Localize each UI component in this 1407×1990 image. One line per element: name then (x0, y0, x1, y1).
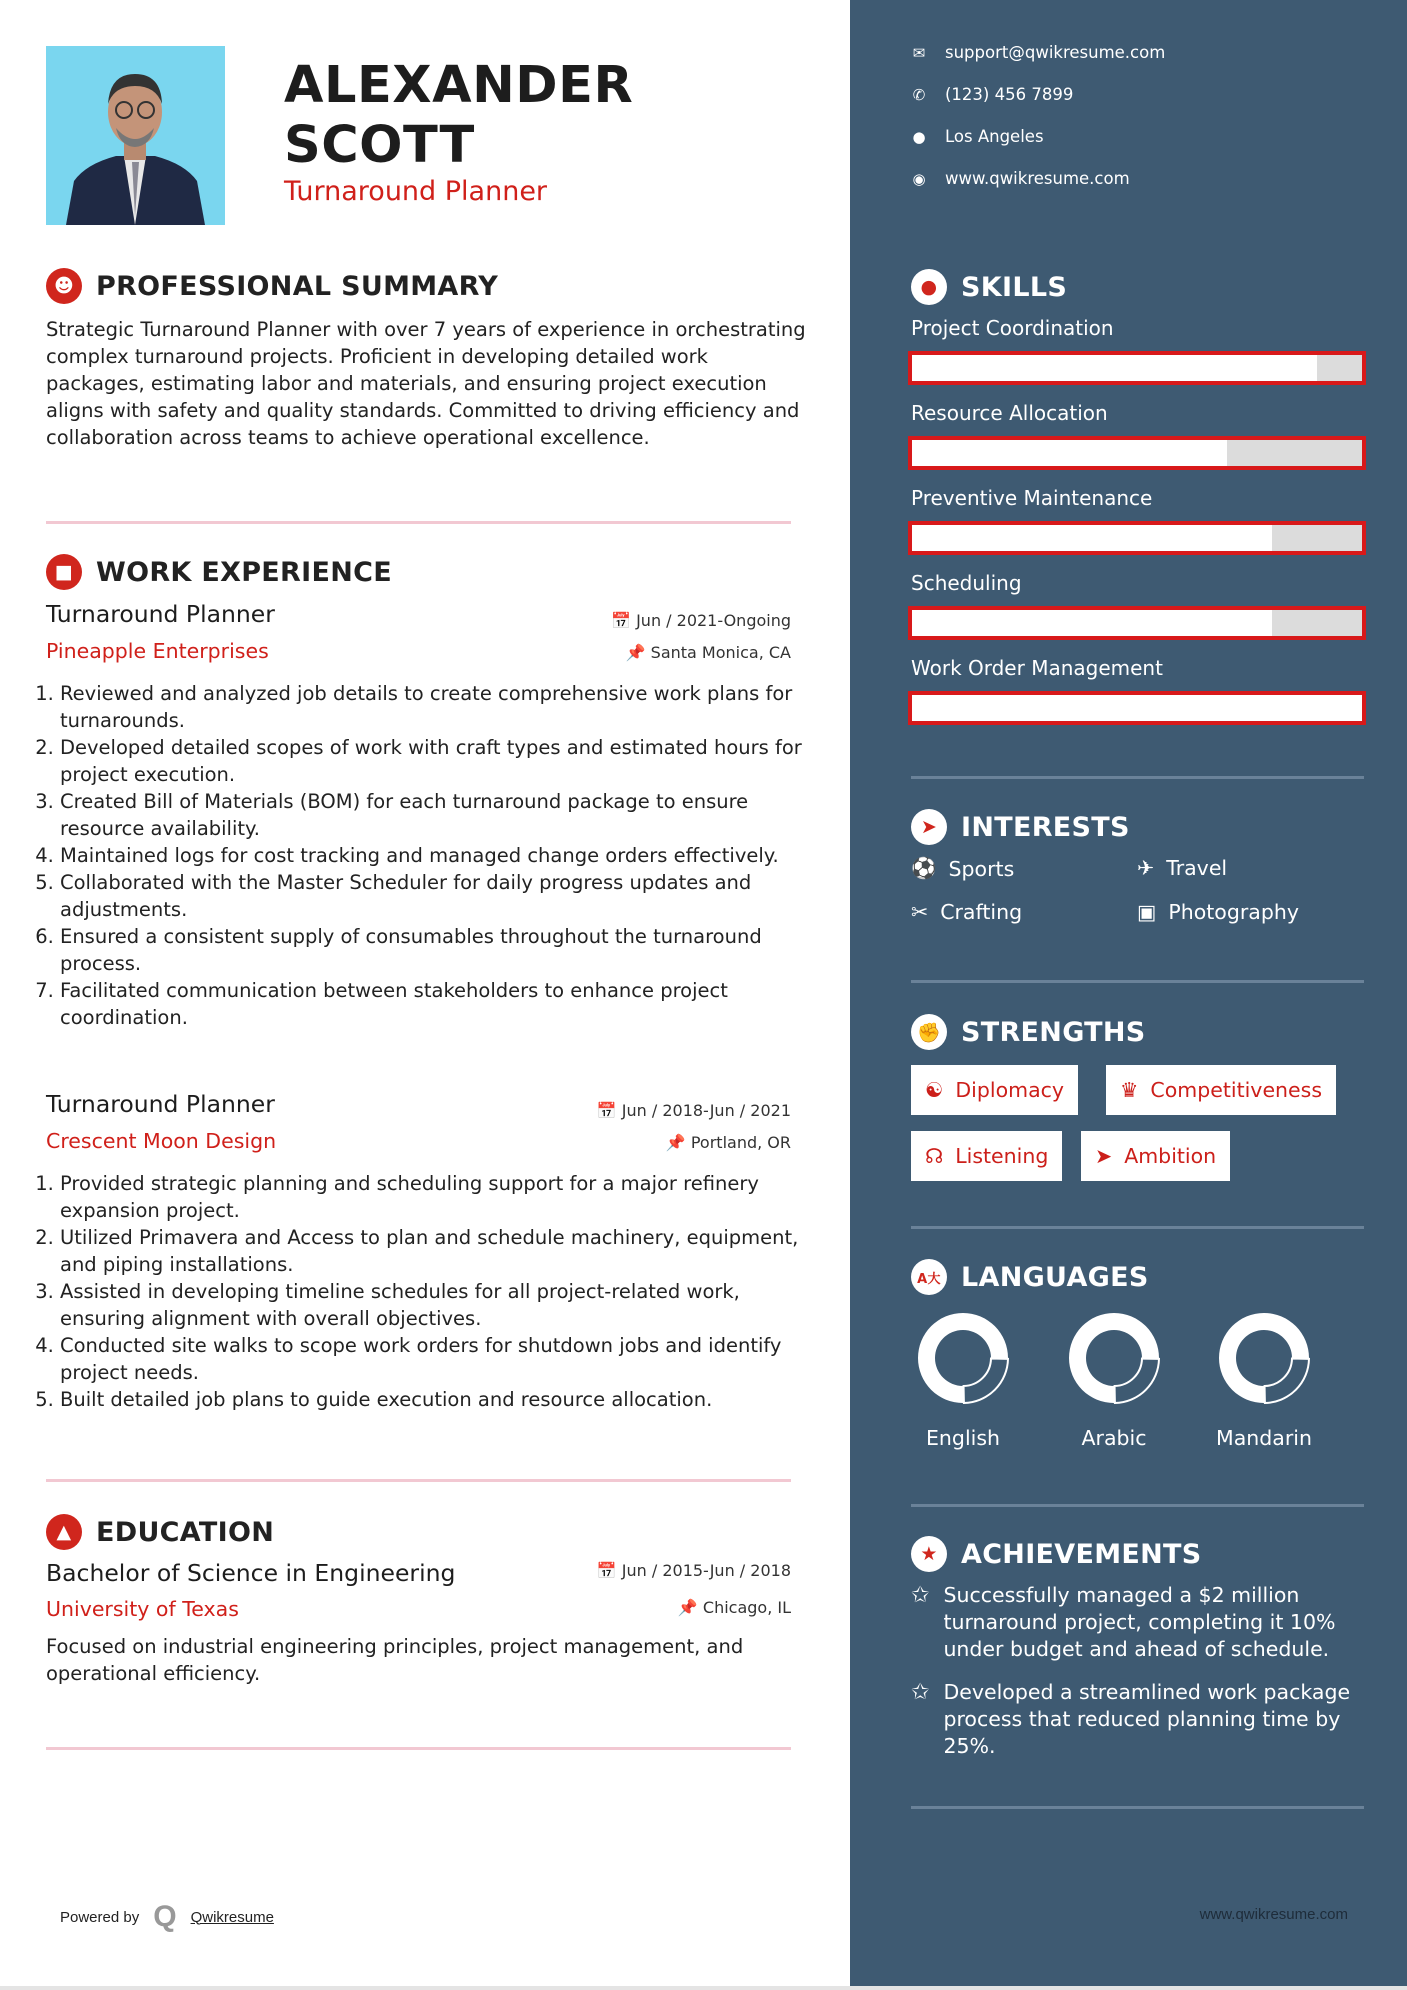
strength-diplomacy (911, 1065, 1078, 1115)
list-item: 2. Utilized Primavera and Access to plan and schedule machinery, equipment, and piping installations. (60, 1224, 802, 1278)
contact-phone[interactable] (911, 85, 1073, 104)
list-item: 4. Conducted site walks to scope work orders for shutdown jobs and identify project needs. (60, 1332, 802, 1386)
divider (46, 521, 791, 524)
interest-travel (1137, 856, 1227, 880)
headphones-icon: ☊ (925, 1144, 944, 1168)
strengths-heading (911, 1014, 1146, 1050)
interest-label: Crafting (940, 900, 1023, 924)
summary-heading (46, 268, 498, 304)
bottom-band (0, 1986, 1407, 1990)
achievement-text: Successfully managed a $2 million turnaround project, completing it 10% under budget and ahead of schedule. (943, 1583, 1336, 1661)
calendar-icon: 📅 (596, 1561, 622, 1580)
divider (46, 1479, 791, 1482)
language-label: Arabic (1081, 1426, 1147, 1450)
phone-icon: ✆ (912, 85, 926, 104)
skill-bar (908, 691, 1366, 725)
list-item: 1. Provided strategic planning and scheduling support for a major refinery expansion project. (60, 1170, 802, 1224)
language-remaining-arc (1265, 1359, 1309, 1403)
location-text: Portland, OR (690, 1133, 791, 1152)
language-donut (1064, 1308, 1164, 1408)
pin-icon: 📌 (677, 1598, 703, 1617)
list-item: 1. Reviewed and analyzed job details to create comprehensive work plans for turnarounds. (60, 680, 802, 734)
powered-by (60, 1900, 274, 1934)
paper-plane-icon: ➤ (911, 809, 947, 845)
summary-heading-text: PROFESSIONAL SUMMARY (96, 270, 499, 302)
education-location (678, 1598, 791, 1617)
candidate-name (284, 56, 633, 176)
website-text: www.qwikresume.com (945, 169, 1130, 188)
graduation-cap-icon: ▲ (46, 1514, 82, 1550)
star-icon: ✩ (911, 1680, 930, 1705)
skill-label: Resource Allocation (911, 401, 1108, 425)
education-heading-text: EDUCATION (96, 1516, 275, 1548)
qwikresume-logo-icon: Q (153, 1900, 177, 1933)
experience-heading-text: WORK EXPERIENCE (96, 556, 392, 588)
strength-listening (911, 1131, 1062, 1181)
name-first: ALEXANDER (284, 56, 634, 115)
job-2-company: Crescent Moon Design (46, 1129, 277, 1153)
school: University of Texas (46, 1597, 239, 1621)
list-item: 7. Facilitated communication between stakeholders to enhance project coordination. (60, 977, 802, 1031)
language-label: English (925, 1426, 1001, 1450)
job-1-bullets (42, 680, 802, 1031)
job-1-location (626, 643, 791, 662)
trophy-icon: ♛ (1120, 1078, 1139, 1102)
location-text: Santa Monica, CA (650, 643, 791, 662)
interest-label: Travel (1166, 856, 1228, 880)
strength-competitiveness (1106, 1065, 1336, 1115)
pin-icon: 📌 (625, 643, 651, 662)
job-2-title: Turnaround Planner (46, 1090, 275, 1118)
education-heading (46, 1514, 274, 1550)
qwikresume-link[interactable]: Qwikresume (190, 1908, 274, 1926)
interest-label: Photography (1168, 900, 1299, 924)
interests-heading (911, 809, 1130, 845)
interest-sports (911, 856, 1014, 881)
job-1-company: Pineapple Enterprises (46, 639, 269, 663)
user-icon: ☻ (46, 268, 82, 304)
strength-label: Listening (955, 1144, 1049, 1168)
phone-text: (123) 456 7899 (945, 85, 1074, 104)
footer-site[interactable]: www.qwikresume.com (1199, 1906, 1348, 1923)
strength-label: Ambition (1124, 1144, 1217, 1168)
interests-heading-text: INTERESTS (961, 811, 1130, 843)
calendar-icon: 📅 (596, 1101, 622, 1120)
strengths-heading-text: STRENGTHS (961, 1016, 1146, 1048)
location-text: Los Angeles (945, 127, 1044, 146)
language-remaining-arc (1115, 1359, 1159, 1403)
date-text: Jun / 2015-Jun / 2018 (621, 1561, 791, 1580)
scissors-icon: ✂ (911, 900, 929, 924)
degree: Bachelor of Science in Engineering (46, 1559, 456, 1587)
skill-bar-fill (912, 440, 1227, 466)
language-donut (913, 1308, 1013, 1408)
pin-icon: 📌 (665, 1133, 691, 1152)
languages-heading-text: LANGUAGES (961, 1261, 1149, 1293)
strength-label: Diplomacy (955, 1078, 1065, 1102)
skill-label: Preventive Maintenance (911, 486, 1153, 510)
job-1-date (611, 611, 791, 630)
skill-bar-fill (912, 695, 1362, 721)
achievements-heading-text: ACHIEVEMENTS (961, 1538, 1202, 1570)
date-text: Jun / 2018-Jun / 2021 (621, 1101, 791, 1120)
skill-bar-fill (912, 525, 1272, 551)
name-last: SCOTT (284, 116, 475, 175)
camera-icon: ▣ (1137, 900, 1157, 924)
lightbulb-icon: ● (911, 269, 947, 305)
education-text: Focused on industrial engineering principles, project management, and operational efficiency. (46, 1635, 744, 1685)
education-date (597, 1561, 791, 1580)
skill-bar-fill (912, 610, 1272, 636)
list-item: 5. Built detailed job plans to guide execution and resource allocation. (60, 1386, 802, 1413)
skill-bar (908, 606, 1366, 640)
rocket-icon: ➤ (1095, 1144, 1113, 1168)
language-remaining-arc (964, 1359, 1008, 1403)
job-2-bullets (42, 1170, 802, 1413)
fist-icon: ✊ (911, 1014, 947, 1050)
strength-label: Competitiveness (1150, 1078, 1323, 1102)
achievement-item (911, 1679, 1361, 1760)
list-item: 2. Developed detailed scopes of work with craft types and estimated hours for project execution. (60, 734, 802, 788)
email-text: support@qwikresume.com (945, 43, 1166, 62)
handshake-icon: ☯ (925, 1078, 944, 1102)
divider (911, 1806, 1364, 1809)
skill-bar-fill (912, 355, 1317, 381)
divider (46, 1747, 791, 1750)
list-item: 3. Created Bill of Materials (BOM) for each turnaround package to ensure resource availability. (60, 788, 802, 842)
skill-bar (908, 436, 1366, 470)
languages-heading (911, 1259, 1149, 1295)
contact-location (911, 127, 1044, 146)
job-2-date (597, 1101, 791, 1120)
job-1-title: Turnaround Planner (46, 600, 275, 628)
skill-label: Scheduling (911, 571, 1022, 595)
soccer-ball-icon: ⚽ (911, 856, 937, 880)
star-badge-icon: ★ (911, 1536, 947, 1572)
contact-email[interactable] (911, 43, 1165, 62)
skills-heading-text: SKILLS (961, 271, 1068, 303)
job-2-location (666, 1133, 791, 1152)
divider (911, 1504, 1364, 1507)
briefcase-icon: ■ (46, 554, 82, 590)
skills-heading (911, 269, 1067, 305)
list-item: 3. Assisted in developing timeline schedules for all project-related work, ensuring alignment with overall objectives. (60, 1278, 802, 1332)
plane-icon: ✈ (1137, 856, 1155, 880)
star-icon: ✩ (911, 1583, 930, 1608)
language-donut (1214, 1308, 1314, 1408)
location-text: Chicago, IL (702, 1598, 791, 1617)
globe-icon: ◉ (912, 169, 926, 188)
envelope-icon: ✉ (912, 43, 926, 62)
interest-label: Sports (948, 856, 1015, 881)
skill-bar (908, 521, 1366, 555)
achievement-text: Developed a streamlined work package process that reduced planning time by 25%. (943, 1680, 1351, 1758)
translate-icon: A大 (911, 1259, 947, 1295)
date-text: Jun / 2021-Ongoing (636, 611, 791, 630)
divider (911, 776, 1364, 779)
achievement-item (911, 1582, 1361, 1663)
interest-crafting (911, 900, 1022, 924)
divider (911, 980, 1364, 983)
skill-label: Work Order Management (911, 656, 1163, 680)
interest-photography (1137, 900, 1299, 924)
job-title: Turnaround Planner (284, 176, 548, 207)
summary-text: Strategic Turnaround Planner with over 7 years of experience in orchestrating complex turnaround projects. Proficient in developing detailed work packages, estimating labor and materials, and ensuring project execution aligns with safety and quality standards. Committed to driving efficiency and collaboration across teams to achieve operational excellence. (46, 318, 806, 449)
strength-ambition (1081, 1131, 1230, 1181)
language-label: Mandarin (1216, 1426, 1312, 1450)
skill-label: Project Coordination (911, 316, 1114, 340)
list-item: 5. Collaborated with the Master Scheduler for daily progress updates and adjustments. (60, 869, 802, 923)
calendar-icon: 📅 (611, 611, 637, 630)
skill-bar (908, 351, 1366, 385)
profile-photo (46, 46, 225, 225)
map-pin-icon: ● (912, 127, 926, 146)
list-item: 6. Ensured a consistent supply of consumables throughout the turnaround process. (60, 923, 802, 977)
contact-website[interactable] (911, 169, 1130, 188)
powered-by-text: Powered by (60, 1908, 140, 1926)
achievements-heading (911, 1536, 1202, 1572)
divider (911, 1226, 1364, 1229)
list-item: 4. Maintained logs for cost tracking and managed change orders effectively. (60, 842, 802, 869)
experience-heading (46, 554, 392, 590)
